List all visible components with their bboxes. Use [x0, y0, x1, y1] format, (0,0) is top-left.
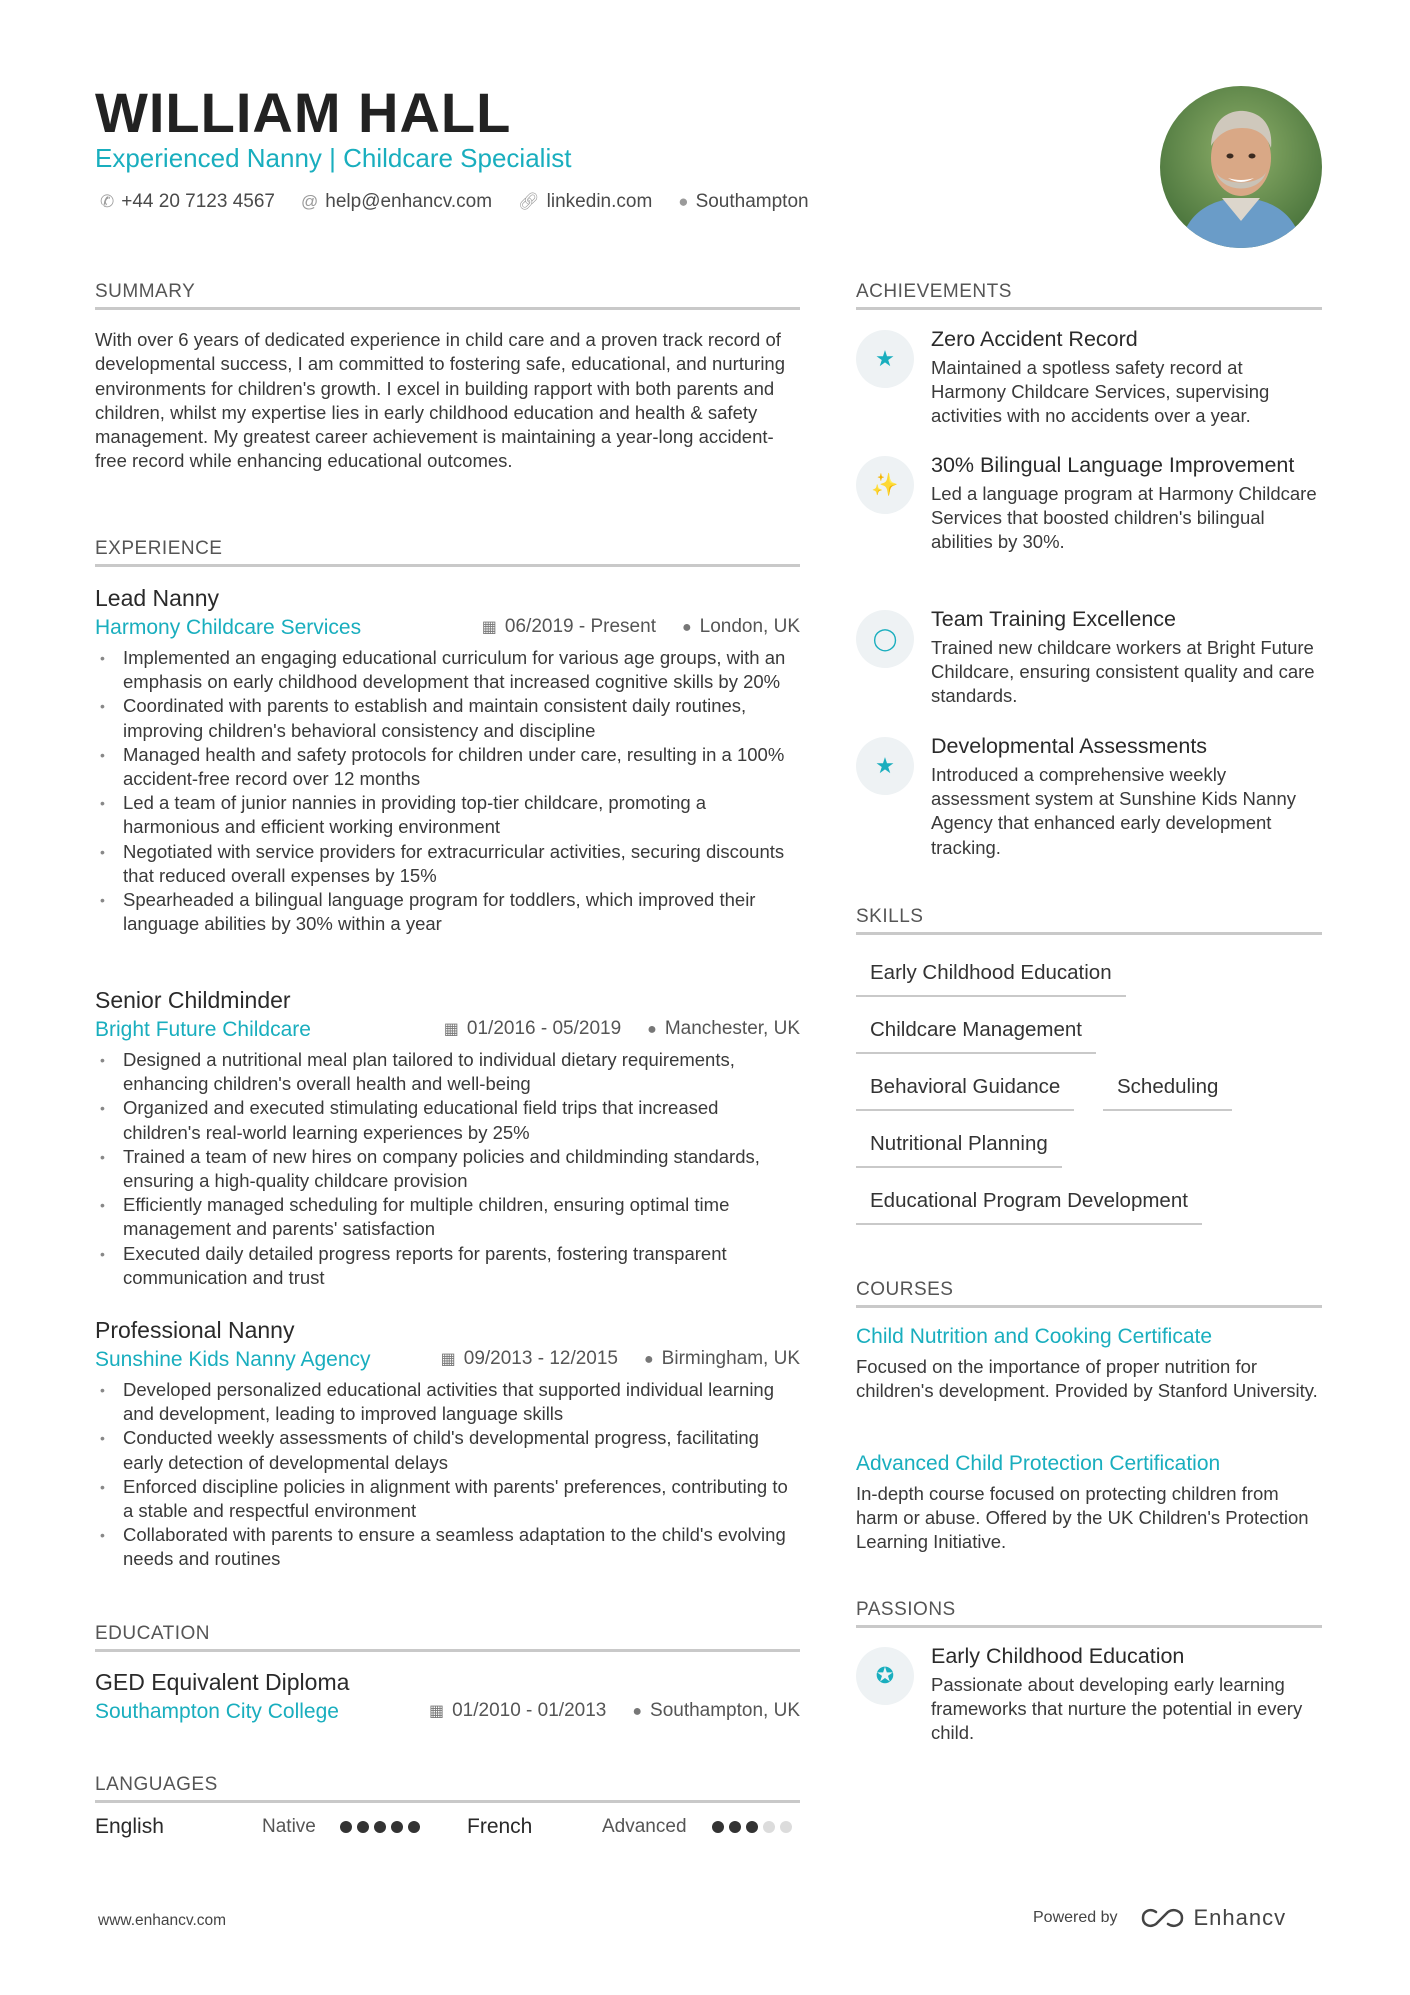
bullet-item: • Collaborated with parents to ensure a seamless adaptation to the child's evolving needs and routines [95, 1523, 800, 1571]
rating-dot-filled [746, 1821, 758, 1833]
company-name: Bright Future Childcare [95, 1017, 311, 1041]
phone-text: +44 20 7123 4567 [121, 191, 275, 212]
education-divider [95, 1649, 800, 1652]
job-dates: ▦ 09/2013 - 12/2015 [440, 1348, 618, 1369]
experience-entry [95, 1315, 800, 1572]
contact-location [678, 188, 808, 216]
course-title: Child Nutrition and Cooking Certificate [856, 1325, 1213, 1348]
job-location: ● Birmingham, UK [644, 1348, 800, 1369]
passion-desc: Passionate about developing early learning frameworks that nurture the potential in every child. [931, 1674, 1303, 1744]
job-meta [95, 1345, 800, 1374]
experience-divider [95, 564, 800, 567]
passion-item [856, 1643, 1322, 1746]
school-name: Southampton City College [95, 1699, 339, 1723]
achievement-desc: Led a language program at Harmony Childcare Services that boosted children's bilingual abilities by 30%. [931, 483, 1317, 553]
email-text[interactable]: help@enhancv.com [325, 191, 493, 212]
skill-tag: Nutritional Planning [856, 1130, 1062, 1168]
languages-divider [95, 1800, 800, 1803]
languages-heading: LANGUAGES [95, 1774, 218, 1795]
location-pin-icon: ● [644, 1351, 654, 1368]
rating-dot-filled [374, 1821, 386, 1833]
job-location: ● Manchester, UK [647, 1018, 800, 1039]
language-name: English [95, 1815, 164, 1838]
bullet-item: • Executed daily detailed progress reports for parents, fostering transparent communication and trust [95, 1242, 800, 1290]
location-pin-icon: ● [632, 1703, 643, 1720]
job-title: Lead Nanny [95, 585, 220, 611]
language-name: French [467, 1815, 533, 1838]
phone-icon: ✆ [100, 192, 115, 211]
job-title: Professional Nanny [95, 1317, 295, 1343]
brand-name: Enhancv [1193, 1905, 1287, 1930]
calendar-icon: ▦ [440, 1351, 456, 1368]
skills-heading: SKILLS [856, 906, 924, 927]
rating-dot-filled [357, 1821, 369, 1833]
bullet-item: • Efficiently managed scheduling for multiple children, ensuring optimal time management and parents' satisfaction [95, 1193, 800, 1241]
achievement-desc: Trained new childcare workers at Bright Future Childcare, ensuring consistent quality and care standards. [931, 637, 1315, 707]
skill-tag: Educational Program Development [856, 1187, 1202, 1225]
language-rating [712, 1821, 792, 1833]
rating-dot-filled [408, 1821, 420, 1833]
achievements-heading: ACHIEVEMENTS [856, 281, 1012, 302]
job-location: ● London, UK [681, 616, 800, 637]
education-meta [95, 1697, 800, 1726]
achievements-divider [856, 307, 1322, 310]
skill-tag: Early Childhood Education [856, 959, 1126, 997]
company-name: Sunshine Kids Nanny Agency [95, 1347, 371, 1371]
course-item [856, 1323, 1322, 1403]
achievement-item [856, 452, 1322, 555]
achievement-item [856, 326, 1322, 429]
skill-tag: Scheduling [1103, 1073, 1232, 1111]
achievement-title: Team Training Excellence [931, 607, 1176, 631]
at-icon: @ [301, 192, 319, 211]
education-location: ● Southampton, UK [632, 1700, 800, 1721]
job-meta [95, 1015, 800, 1044]
footer-website[interactable]: www.enhancv.com [98, 1912, 227, 1929]
job-bullets [95, 1378, 800, 1572]
bullet-item: • Enforced discipline policies in alignment with parents' preferences, contributing to a stable and respectful environment [95, 1475, 800, 1523]
calendar-icon: ▦ [443, 1021, 459, 1038]
education-heading: EDUCATION [95, 1623, 210, 1644]
rating-dot-filled [340, 1821, 352, 1833]
bullet-item: • Trained a team of new hires on company policies and childminding standards, ensuring a high-quality childcare provision [95, 1145, 800, 1193]
bullet-item: • Negotiated with service providers for extracurricular activities, securing discounts that reduced overall expenses by 15% [95, 840, 800, 888]
rating-dot-filled [729, 1821, 741, 1833]
achievement-item [856, 733, 1322, 860]
experience-entry [95, 985, 800, 1290]
course-title: Advanced Child Protection Certification [856, 1452, 1221, 1475]
education-entry [95, 1667, 800, 1726]
summary-heading: SUMMARY [95, 281, 196, 302]
skills-divider [856, 932, 1322, 935]
summary-text: With over 6 years of dedicated experience in child care and a proven track record of developmental success, I am committed to fostering safe, educational, and nurturing environments for children's growth. I excel in building rapport with both parents and children, whilst my expertise lies in early childhood education and health & safety management. My greatest career achievement is maintaining a year-long accident-free record while enhancing educational outcomes. [95, 329, 786, 472]
language-rating [340, 1821, 420, 1833]
bullet-item: • Coordinated with parents to establish and maintain consistent daily routines, improving children's behavioral consistency and discipline [95, 694, 800, 742]
bullet-item: • Implemented an engaging educational curriculum for various age groups, with an emphasis on early childhood development that increased cognitive skills by 20% [95, 646, 800, 694]
achievement-title: 30% Bilingual Language Improvement [931, 453, 1295, 477]
footer-branding [1033, 1905, 1286, 1931]
courses-divider [856, 1305, 1322, 1308]
passions-divider [856, 1625, 1322, 1628]
location-pin-icon: ● [681, 619, 692, 636]
location-pin-icon: ● [678, 192, 689, 211]
bullet-item: • Organized and executed stimulating educational field trips that increased children's real-world learning experiences by 25% [95, 1096, 800, 1144]
summary-divider [95, 307, 800, 310]
course-item [856, 1450, 1322, 1555]
passions-heading: PASSIONS [856, 1599, 956, 1620]
profile-photo [1160, 86, 1322, 248]
language-level: Native [262, 1816, 316, 1837]
job-bullets [95, 646, 800, 936]
calendar-icon: ▦ [481, 619, 497, 636]
achievement-title: Developmental Assessments [931, 734, 1208, 758]
contact-email[interactable] [301, 188, 492, 216]
bullet-item: • Developed personalized educational activities that supported individual learning and development, leading to improved language skills [95, 1378, 800, 1426]
skill-tag: Childcare Management [856, 1016, 1096, 1054]
candidate-tagline: Experienced Nanny | Childcare Specialist [95, 143, 572, 173]
contact-bar [100, 188, 809, 216]
magic-wand-icon: ✨ [856, 456, 914, 514]
contact-linkedin[interactable] [518, 188, 652, 216]
language-item [467, 1815, 802, 1839]
rating-dot-empty [780, 1821, 792, 1833]
calendar-icon: ▦ [428, 1703, 445, 1720]
job-bullets [95, 1048, 800, 1290]
rating-dot-filled [712, 1821, 724, 1833]
powered-by-text: Powered by [1033, 1909, 1118, 1926]
degree-title: GED Equivalent Diploma [95, 1669, 350, 1695]
candidate-name: WILLIAM HALL [95, 81, 512, 144]
bullet-item: • Led a team of junior nannies in providing top-tier childcare, promoting a harmonious and efficient working environment [95, 791, 800, 839]
star-icon: ★ [856, 330, 914, 388]
courses-heading: COURSES [856, 1279, 954, 1300]
course-desc: In-depth course focused on protecting children from harm or abuse. Offered by the UK Children's Protection Learning Initiative. [856, 1483, 1309, 1553]
link-icon: 🔗︎ [518, 192, 540, 211]
education-dates: ▦ 01/2010 - 01/2013 [428, 1700, 607, 1721]
experience-heading: EXPERIENCE [95, 538, 223, 559]
contact-phone [100, 188, 275, 216]
skill-tag: Behavioral Guidance [856, 1073, 1074, 1111]
experience-entry [95, 583, 800, 936]
bullet-item: • Managed health and safety protocols for children under care, resulting in a 100% accident-free record over 12 months [95, 743, 800, 791]
achievement-item [856, 606, 1322, 709]
bullet-item: • Conducted weekly assessments of child's developmental progress, facilitating early detection of developmental delays [95, 1426, 800, 1474]
language-item [95, 1815, 425, 1839]
brand-logo[interactable] [1140, 1905, 1287, 1931]
achievement-desc: Introduced a comprehensive weekly assessment system at Sunshine Kids Nanny Agency that enhanced early development tracking. [931, 764, 1297, 858]
rating-dot-empty [763, 1821, 775, 1833]
company-name: Harmony Childcare Services [95, 615, 362, 639]
location-text: Southampton [695, 191, 809, 212]
star-icon: ★ [856, 737, 914, 795]
achievement-desc: Maintained a spotless safety record at Harmony Childcare Services, supervising activities with no accidents over a year. [931, 357, 1270, 427]
course-desc: Focused on the importance of proper nutrition for children's development. Provided by Stanford University. [856, 1356, 1318, 1402]
linkedin-text[interactable]: linkedin.com [546, 191, 653, 212]
award-icon: ✪ [856, 1647, 914, 1705]
bullet-item: • Spearheaded a bilingual language program for toddlers, which improved their language abilities by 30% within a year [95, 888, 800, 936]
lightbulb-icon: ◯ [856, 610, 914, 668]
job-dates: ▦ 01/2016 - 05/2019 [443, 1018, 622, 1039]
achievement-title: Zero Accident Record [931, 327, 1138, 351]
enhancv-logo-icon [1140, 1906, 1186, 1930]
passion-title: Early Childhood Education [931, 1644, 1185, 1668]
job-dates: ▦ 06/2019 - Present [481, 616, 656, 637]
language-level: Advanced [602, 1816, 687, 1837]
location-pin-icon: ● [647, 1021, 657, 1038]
rating-dot-filled [391, 1821, 403, 1833]
job-meta [95, 613, 800, 642]
bullet-item: • Designed a nutritional meal plan tailored to individual dietary requirements, enhancing children's overall health and well-being [95, 1048, 800, 1096]
job-title: Senior Childminder [95, 987, 291, 1013]
